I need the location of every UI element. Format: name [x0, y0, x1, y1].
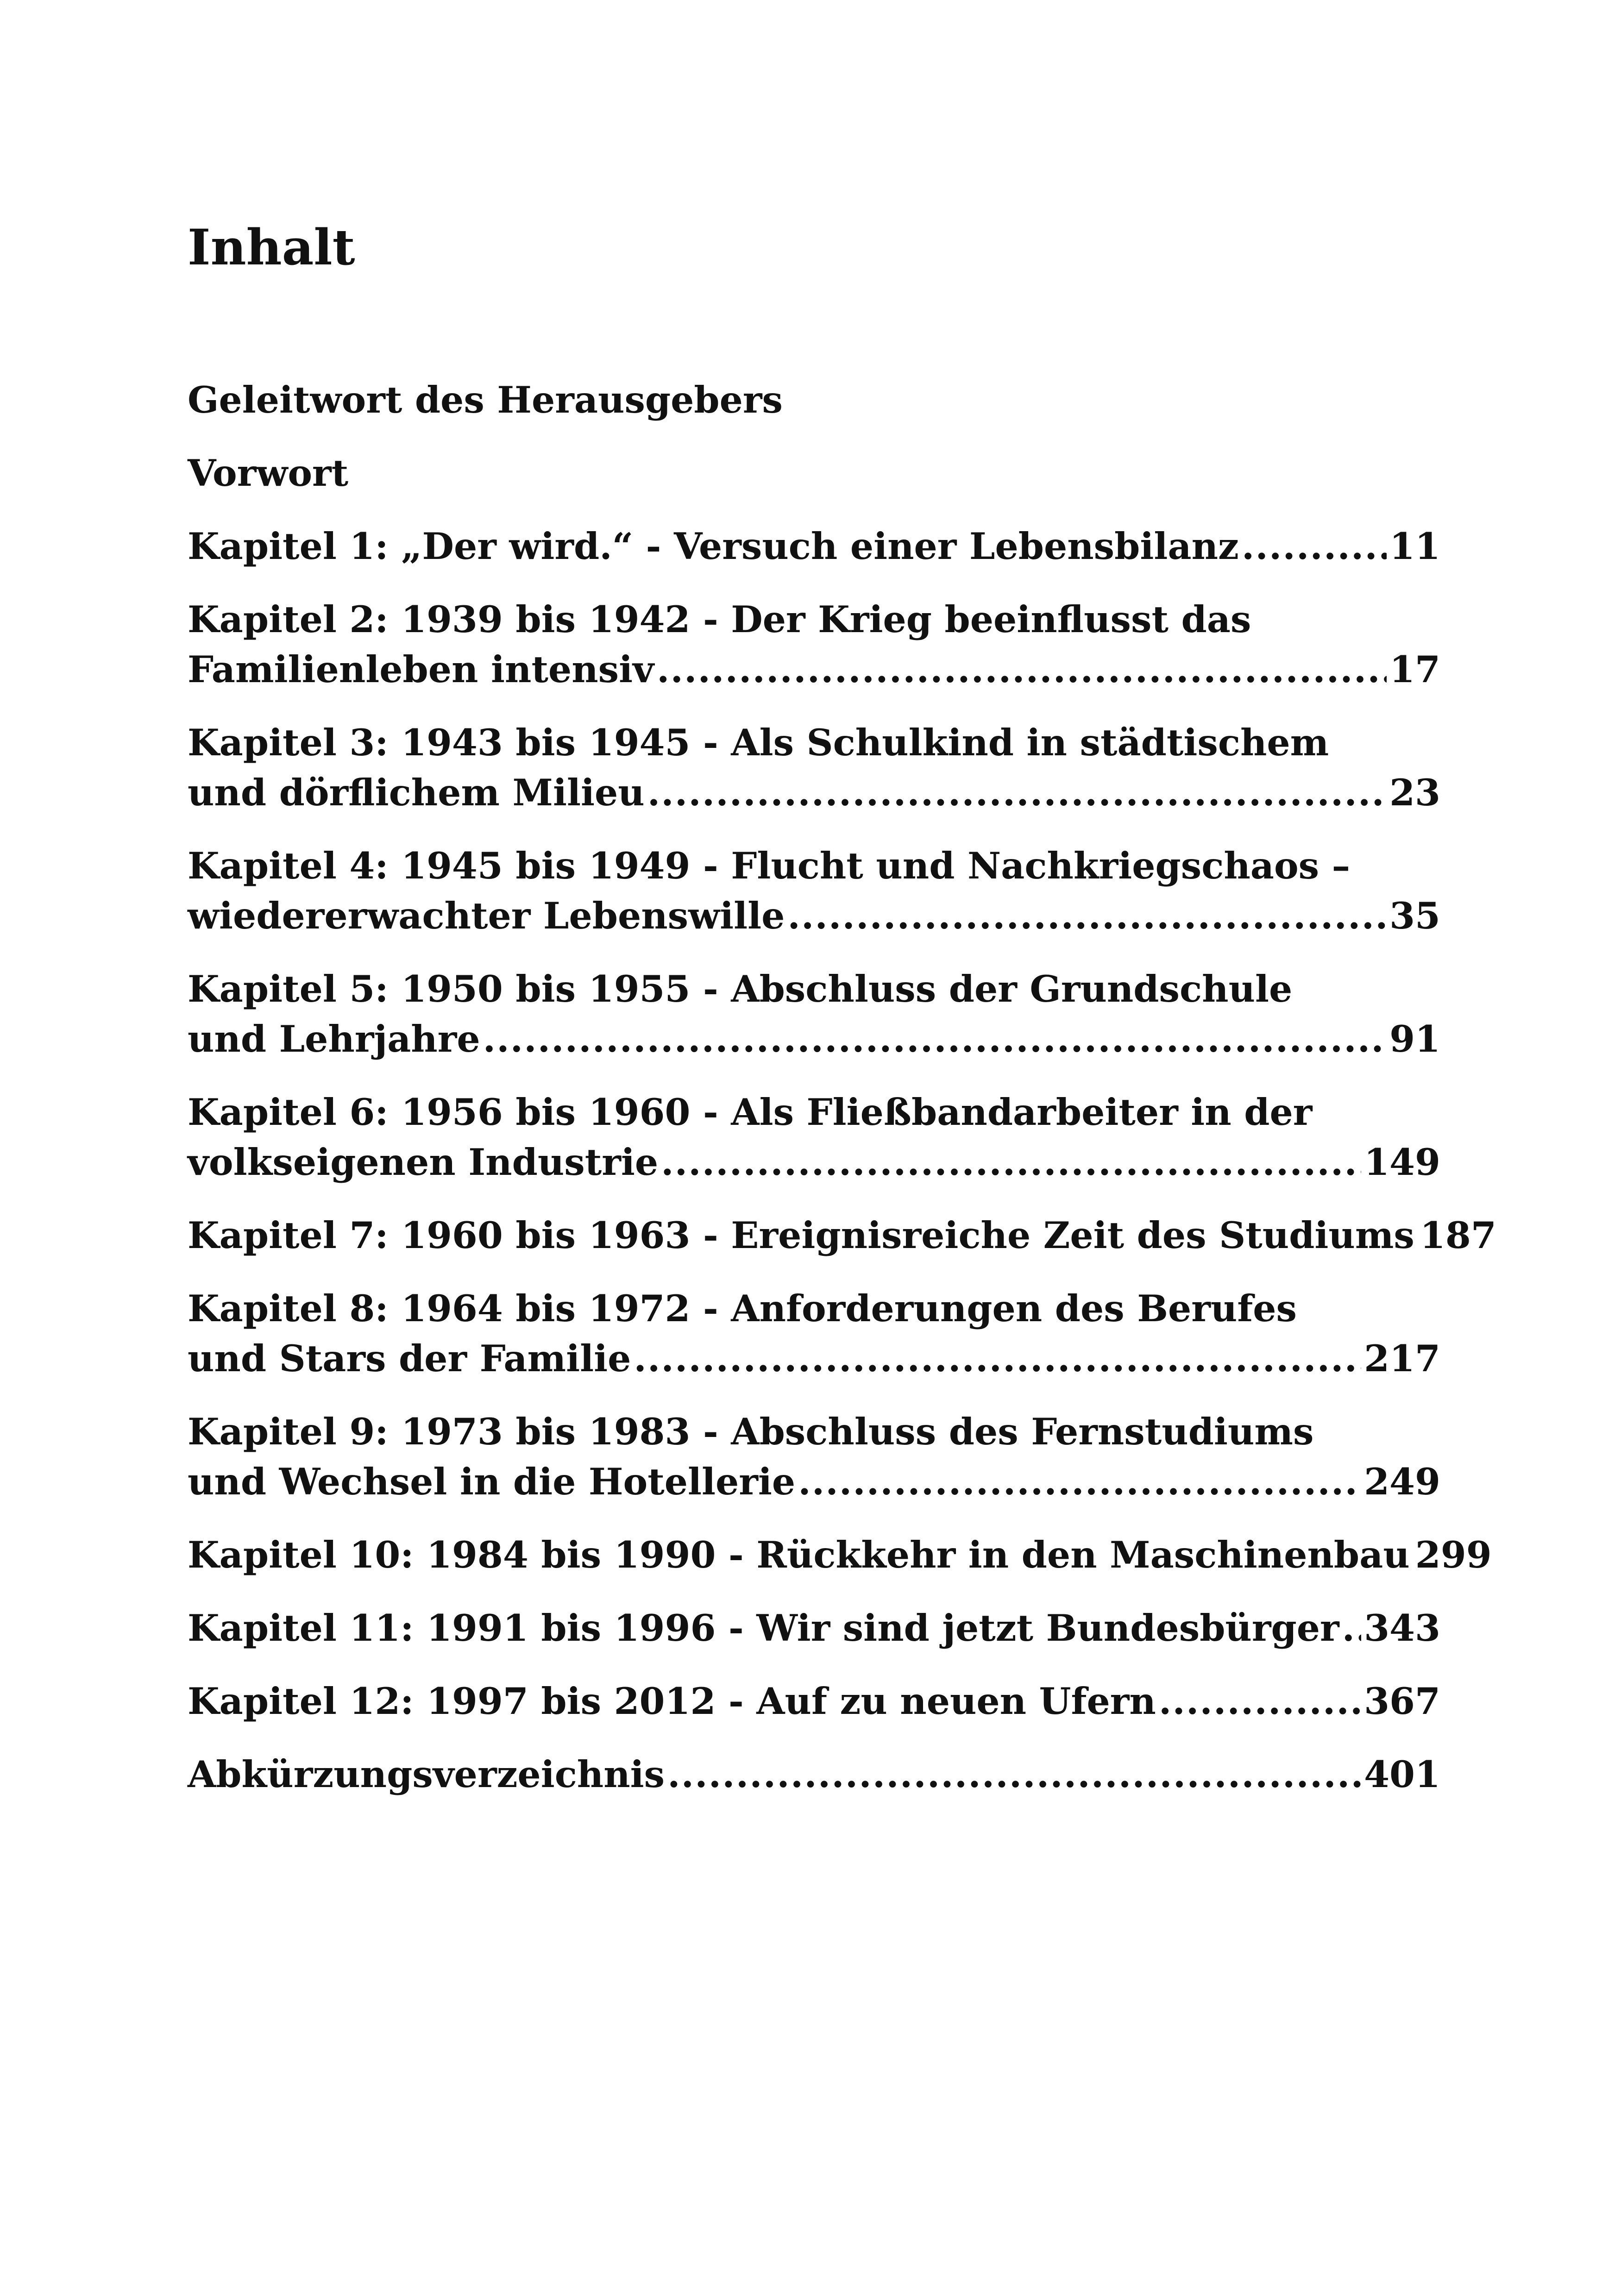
- toc-entry-title-line1: Kapitel 8: 1964 bis 1972 - Anforderungen des Berufes: [188, 1287, 1297, 1330]
- dot-leader: [647, 768, 1387, 818]
- toc-entry-line: [188, 1334, 1440, 1384]
- toc-entry-title-line1: Kapitel 9: 1973 bis 1983 - Abschluss des Fernstudiums: [188, 1410, 1314, 1453]
- toc-entry-title: Abkürzungsverzeichnis: [188, 1753, 665, 1796]
- dot-leader: [1159, 1676, 1361, 1726]
- toc-entry-kapitel-10[interactable]: [188, 1530, 1492, 1580]
- toc-page-number: 17: [1389, 648, 1440, 691]
- dot-leader: [634, 1334, 1361, 1384]
- toc-page-number: 401: [1364, 1753, 1440, 1796]
- toc-entry-title: Vorwort: [188, 452, 349, 495]
- toc-entry-line: [188, 645, 1440, 695]
- dot-leader: [1242, 521, 1387, 571]
- toc-entry-title: Familienleben intensiv: [188, 648, 654, 691]
- dot-leader: [787, 891, 1387, 941]
- toc-entry-line: [188, 891, 1440, 941]
- toc-page-number: 299: [1415, 1533, 1492, 1576]
- toc-entry-title-line1: Kapitel 3: 1943 bis 1945 - Als Schulkind in städtischem: [188, 721, 1329, 764]
- dot-leader: [798, 1457, 1361, 1507]
- toc-page-number: 35: [1389, 894, 1440, 937]
- toc-entry-line: [188, 1457, 1440, 1507]
- toc-entry-kapitel-2[interactable]: [188, 595, 1440, 695]
- dot-leader: [483, 1014, 1387, 1064]
- toc-entry-line: [188, 1014, 1440, 1064]
- toc-entry-title: und Stars der Familie: [188, 1337, 631, 1380]
- toc-entry-title: und Lehrjahre: [188, 1017, 480, 1060]
- toc-page-number: 91: [1389, 1017, 1440, 1060]
- toc-entry-title-line1: Kapitel 4: 1945 bis 1949 - Flucht und Nachkriegschaos –: [188, 844, 1351, 887]
- toc-entry-kapitel-11[interactable]: [188, 1603, 1440, 1653]
- toc-entry-line: [188, 1603, 1440, 1653]
- toc-entry-kapitel-1[interactable]: [188, 521, 1440, 571]
- toc-entry-title: volkseigenen Industrie: [188, 1141, 659, 1184]
- toc-entry-kapitel-9[interactable]: [188, 1407, 1440, 1507]
- toc-entry-kapitel-5[interactable]: [188, 964, 1440, 1064]
- dot-leader: [1342, 1603, 1361, 1653]
- toc-entry-title: Kapitel 7: 1960 bis 1963 - Ereignisreiche Zeit des Studiums: [188, 1214, 1414, 1257]
- toc-page-number: 11: [1389, 525, 1440, 568]
- toc-entry-title: Kapitel 10: 1984 bis 1990 - Rückkehr in den Maschinenbau: [188, 1533, 1410, 1576]
- toc-entry-title: Kapitel 11: 1991 bis 1996 - Wir sind jetzt Bundesbürger: [188, 1606, 1339, 1650]
- toc-entry-line: [188, 1211, 1496, 1261]
- toc-entry-title: Kapitel 1: „Der wird.“ - Versuch einer Lebensbilanz: [188, 525, 1239, 568]
- toc-entry-line: [188, 521, 1440, 571]
- toc-page-number: 149: [1364, 1141, 1440, 1184]
- toc-entry-title-line1: Kapitel 2: 1939 bis 1942 - Der Krieg beeinflusst das: [188, 598, 1251, 641]
- toc-entry-line: [188, 1137, 1440, 1187]
- toc-entry-kapitel-3[interactable]: [188, 718, 1440, 818]
- dot-leader: [661, 1137, 1361, 1187]
- table-of-contents: [188, 375, 1496, 1800]
- toc-entry-title: und Wechsel in die Hotellerie: [188, 1460, 796, 1503]
- toc-entry-abkuerzungsverzeichnis[interactable]: [188, 1750, 1440, 1800]
- toc-entry-title-line1: Kapitel 6: 1956 bis 1960 - Als Fließbandarbeiter in der: [188, 1091, 1313, 1134]
- toc-entry-line: [188, 1530, 1492, 1580]
- toc-entry-geleitwort[interactable]: [188, 375, 1440, 425]
- toc-page-number: 217: [1364, 1337, 1440, 1380]
- toc-entry-line: [188, 448, 1440, 498]
- toc-entry-title: Kapitel 12: 1997 bis 2012 - Auf zu neuen Ufern: [188, 1680, 1156, 1723]
- toc-entry-line: [188, 375, 1440, 425]
- toc-entry-kapitel-6[interactable]: [188, 1087, 1440, 1187]
- toc-entry-title: und dörflichem Milieu: [188, 771, 645, 814]
- toc-entry-line: [188, 768, 1440, 818]
- toc-entry-line: [188, 1676, 1440, 1726]
- dot-leader: [657, 645, 1387, 695]
- dot-leader: [667, 1750, 1361, 1800]
- toc-page-number: 249: [1364, 1460, 1440, 1503]
- toc-page-number: 367: [1364, 1680, 1440, 1723]
- toc-entry-vorwort[interactable]: [188, 448, 1440, 498]
- toc-entry-kapitel-8[interactable]: [188, 1284, 1440, 1384]
- toc-page-number: 343: [1364, 1606, 1440, 1650]
- toc-entry-title: wiedererwachter Lebenswille: [188, 894, 785, 937]
- toc-page-number: 23: [1389, 771, 1440, 814]
- toc-entry-title: Geleitwort des Herausgebers: [188, 378, 783, 421]
- toc-page-number: 187: [1420, 1214, 1496, 1257]
- toc-entry-kapitel-7[interactable]: [188, 1211, 1496, 1261]
- toc-entry-title-line1: Kapitel 5: 1950 bis 1955 - Abschluss der Grundschule: [188, 967, 1293, 1010]
- page-title: Inhalt: [188, 218, 355, 276]
- toc-entry-line: [188, 1750, 1440, 1800]
- toc-entry-kapitel-4[interactable]: [188, 841, 1440, 941]
- toc-entry-kapitel-12[interactable]: [188, 1676, 1440, 1726]
